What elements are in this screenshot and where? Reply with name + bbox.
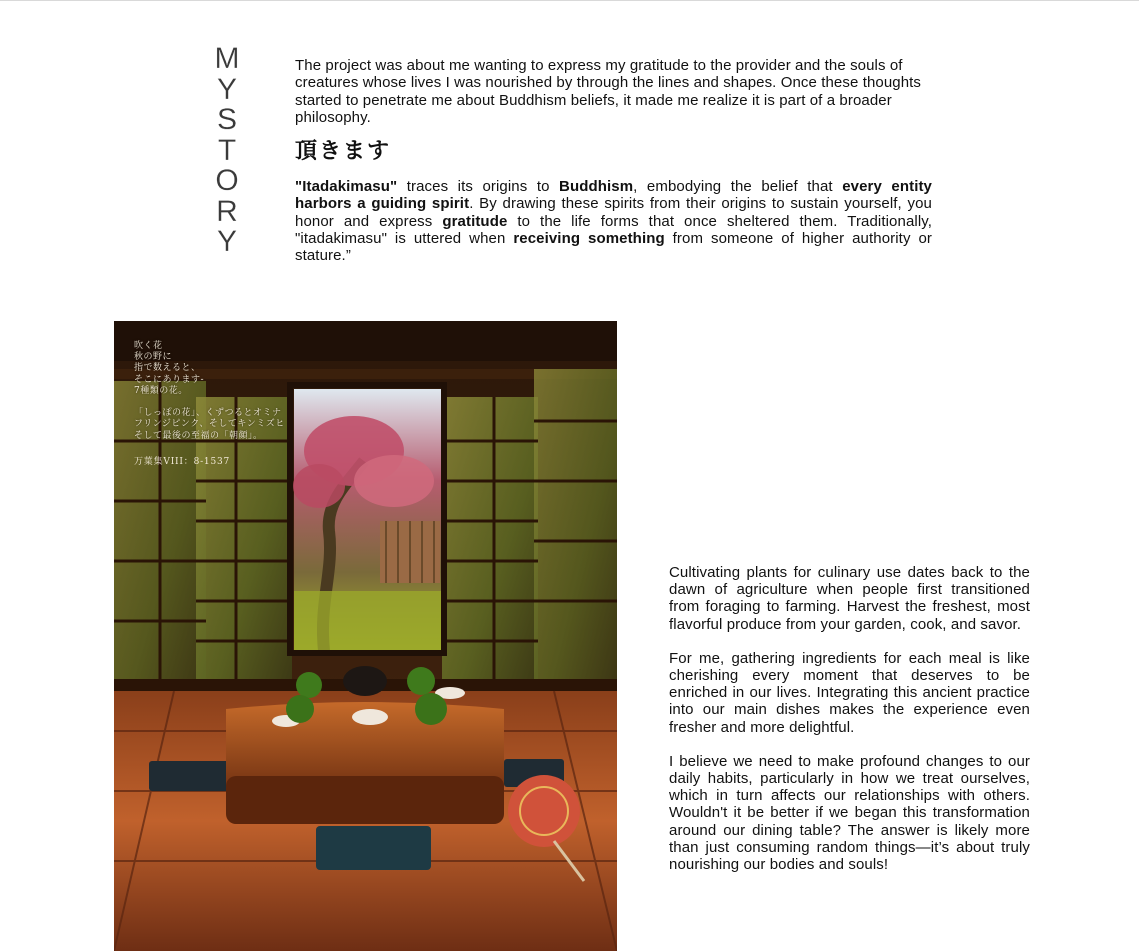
- title-letter: R: [216, 194, 238, 228]
- right-shoji-panel: [534, 369, 617, 683]
- left-cushion: [149, 761, 229, 791]
- itadakimasu-paragraph: [295, 178, 932, 264]
- emphasis-text: "Itadakimasu": [295, 178, 398, 195]
- intro-paragraph: The project was about me wanting to express my gratitude to the provider and the souls of creatures whose lives I was nourished by through the lines and shapes. Once these thoughts started to penetrate me about Buddhism beliefs, it made me realize it is part of a broader philosophy.: [295, 57, 922, 126]
- my-story-vertical-title: [210, 44, 244, 258]
- manyoshu-poem: 吹く花 秋の野に 指で数えると、 そこにあります- 7種類の花。 「しっぽの花」、くずつるとオミナ フリンジピンク、そしてキンミズヒ そして最後の至福の「朝顔」。: [134, 341, 285, 441]
- emphasis-text: gratitude: [442, 212, 508, 230]
- title-letter: O: [215, 164, 239, 197]
- title-letter: T: [217, 133, 237, 167]
- body-text: , embodying the belief that: [633, 178, 843, 195]
- itadakimasu-kanji-heading: 頂きます: [295, 138, 392, 164]
- body-text: traces its origins to: [397, 178, 560, 195]
- body-text: . By drawing these spirits from their origins to sustain yourself, you honor and express: [295, 195, 933, 230]
- side-paragraph: I believe we need to make profound changes to our daily habits, particularly in how we treat ourselves, which in turn affects our relationships with others. Wouldn't it be better if we began this transformation around our dining table? The answer is likely more than just consuming random things—it’s about truly nourishing our bodies and souls!: [669, 752, 1030, 874]
- title-letter: M: [214, 42, 240, 75]
- side-text-column: [669, 564, 1030, 890]
- herb-pot-3: [407, 667, 435, 695]
- herb-pot-1: [296, 672, 322, 698]
- side-paragraph: Cultivating plants for culinary use dates back to the dawn of agriculture when people first transitioned from foraging to farming. Harvest the freshest, most flavorful produce from your garden, cook, and savor.: [669, 564, 1030, 633]
- side-paragraph: For me, gathering ingredients for each meal is like cherishing every moment that deserves to be enriched in our lives. Integrating this ancient practice into our main dishes makes the experience even fresher and more delightful.: [669, 649, 1030, 736]
- teapot: [343, 666, 387, 696]
- herb-pot-4: [415, 693, 447, 725]
- body-text: to the life forms that once sheltered them. Traditionally, "itadakimasu" is uttered when: [295, 212, 933, 247]
- title-letter: Y: [216, 72, 237, 106]
- uchiwa-fan: [508, 775, 580, 847]
- center-bowl: [352, 709, 388, 725]
- body-text: from someone of higher authority or stature.”: [295, 229, 932, 265]
- emphasis-text: receiving something: [513, 229, 665, 247]
- herb-pot-2: [286, 695, 314, 723]
- title-letter: Y: [216, 225, 237, 258]
- tatami-room-illustration: [114, 321, 617, 951]
- top-divider: [0, 0, 1139, 1]
- title-letter: S: [216, 103, 237, 136]
- moss-ground: [294, 591, 444, 651]
- emphasis-text: Buddhism: [559, 178, 634, 195]
- poem-citation: 万葉集VIII：8-1537: [134, 457, 231, 467]
- emphasis-text: every entity harbors a guiding spirit: [295, 178, 933, 213]
- front-cushion: [316, 826, 431, 870]
